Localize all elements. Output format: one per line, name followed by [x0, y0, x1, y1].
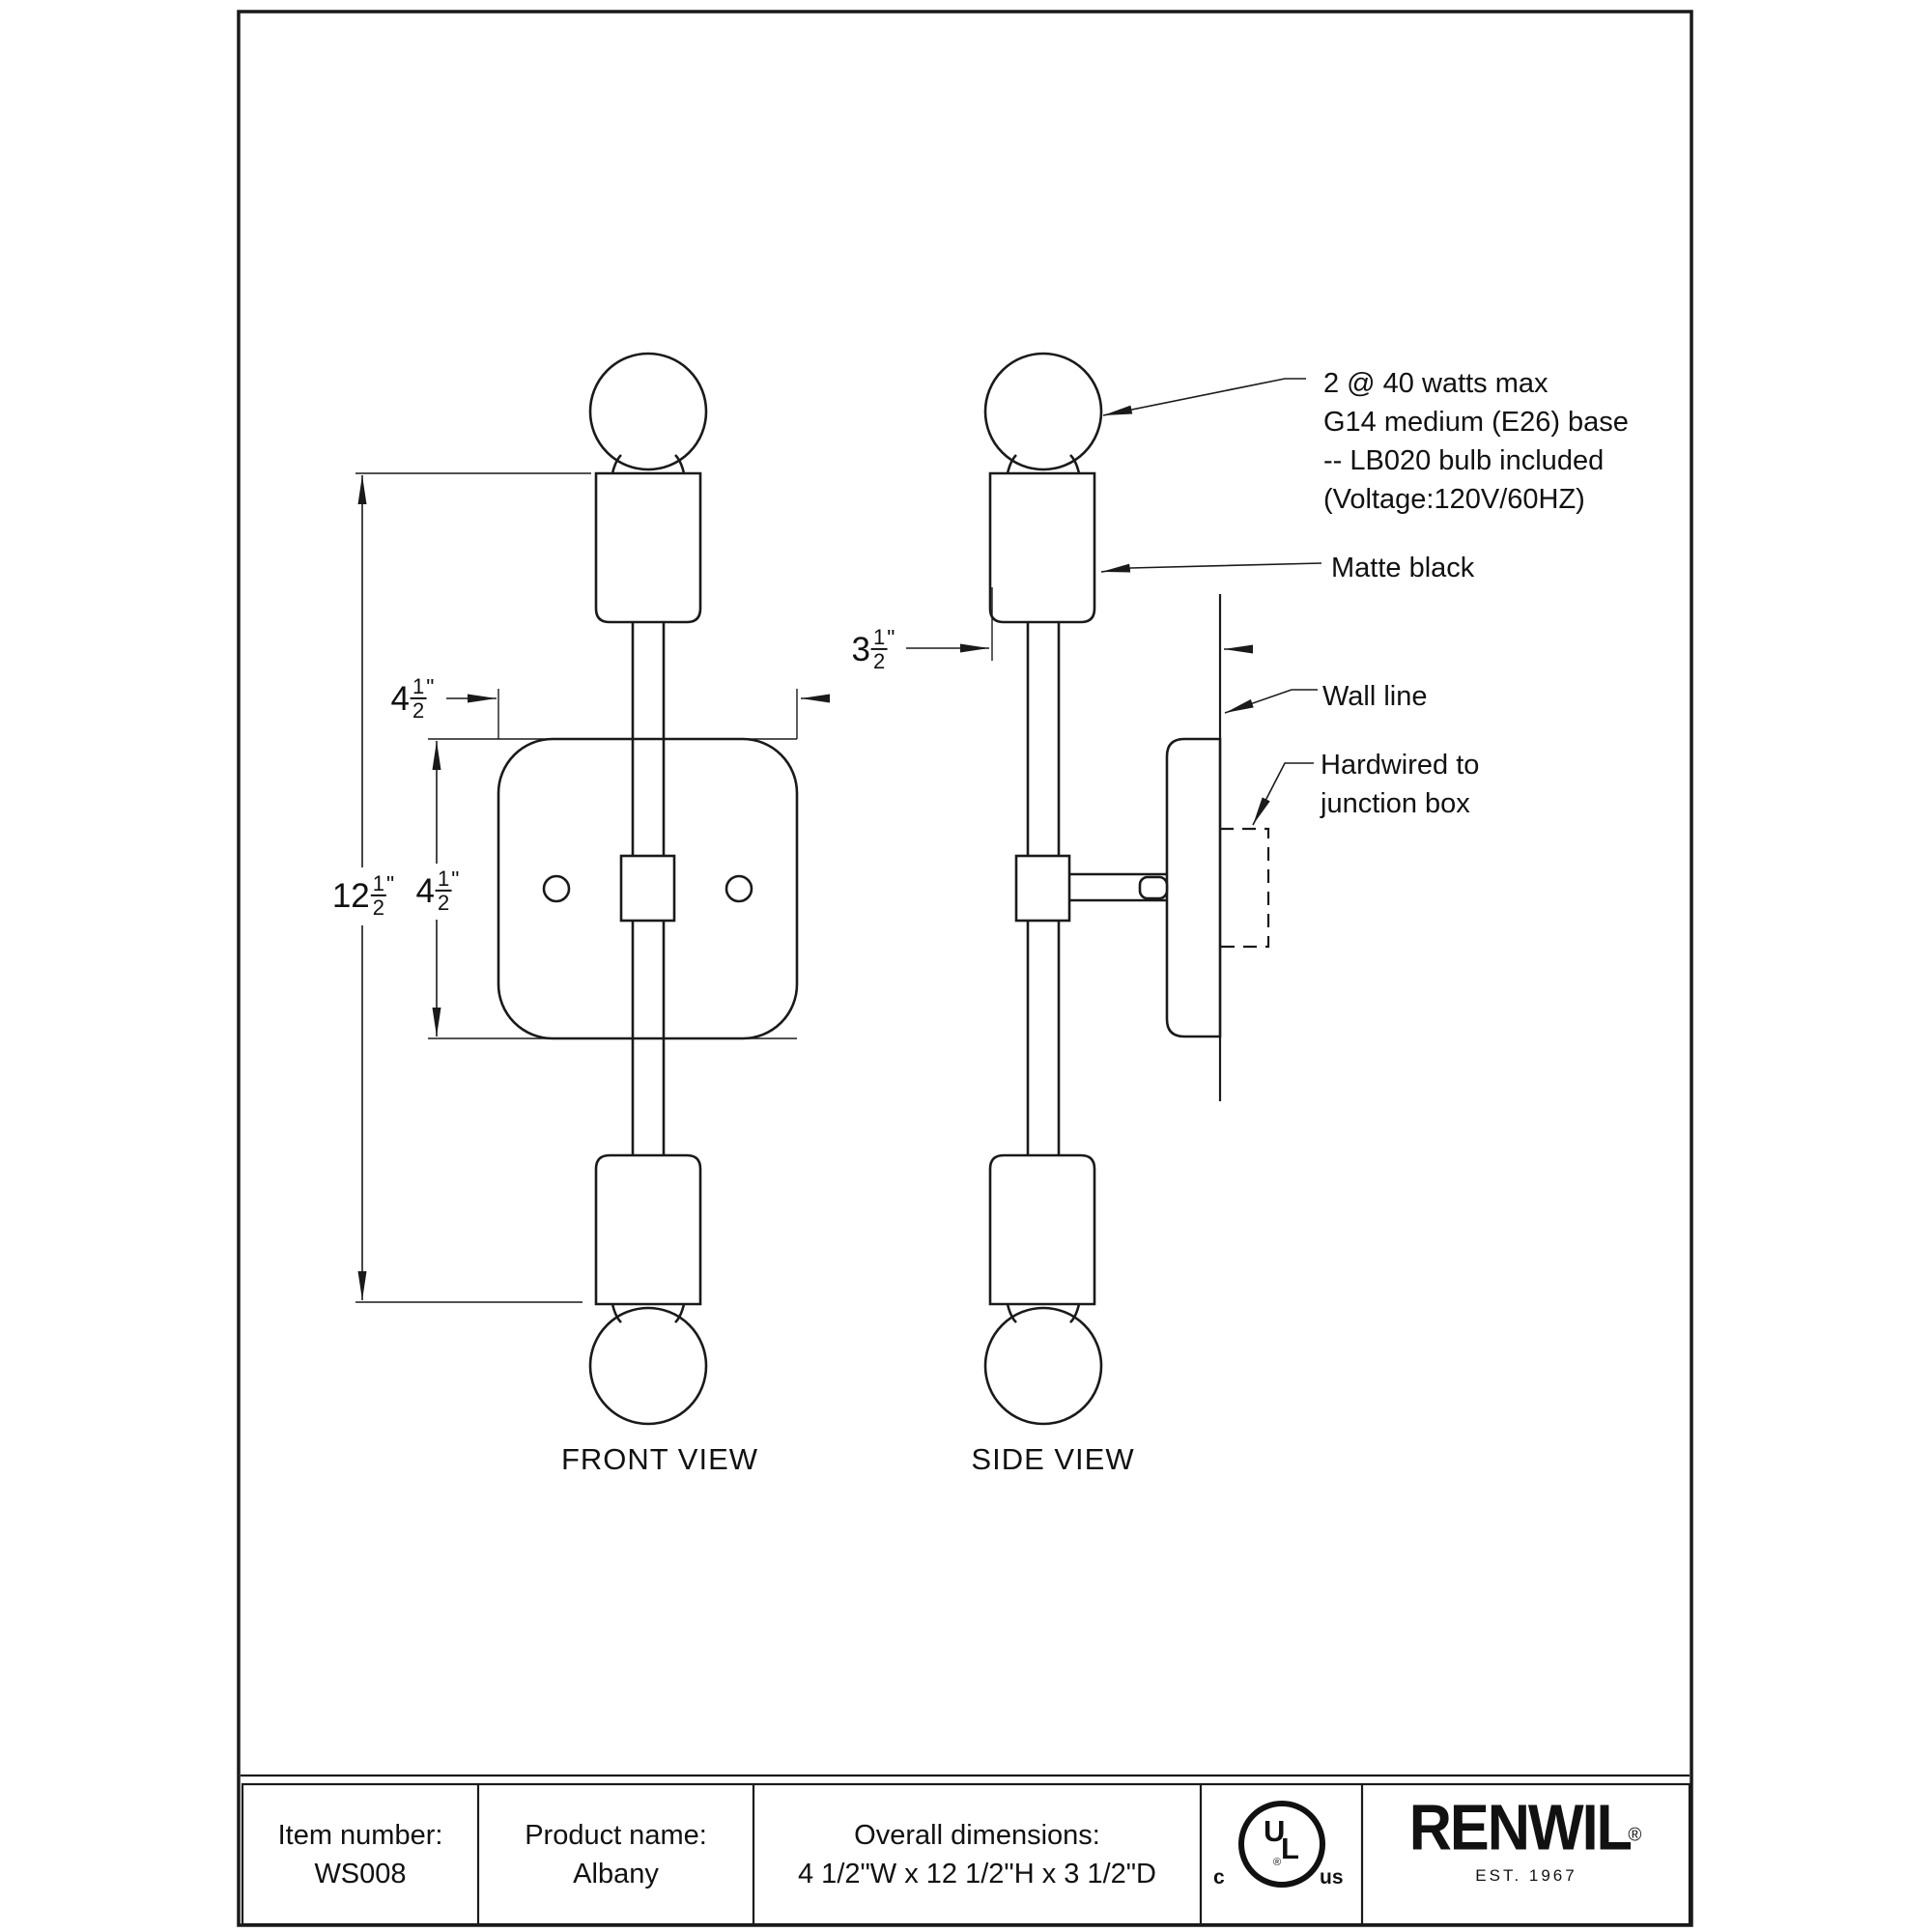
dim-height-label: [329, 872, 397, 919]
ul-mark-c: c: [1213, 1866, 1225, 1889]
front-view-label: FRONT VIEW: [560, 1442, 759, 1476]
sheet-border: [239, 12, 1691, 1925]
ul-certification-mark: [1175, 1789, 1387, 1915]
dim-backplate-denominator: 2: [438, 891, 450, 915]
overall-dimensions-label: Overall dimensions:: [854, 1819, 1100, 1851]
bulb-annotation-line1: 2 @ 40 watts max: [1323, 368, 1548, 399]
brand-registered-icon: ®: [1628, 1825, 1642, 1846]
dim-width-unit: ": [426, 673, 435, 699]
dim-backplate-label: [413, 867, 463, 914]
dim-depth-label: [849, 626, 898, 672]
overall-dimensions-value: 4 1/2"W x 12 1/2"H x 3 1/2"D: [798, 1858, 1156, 1889]
dim-depth-unit: ": [887, 624, 895, 650]
bulb-annotation-line2: G14 medium (E26) base: [1323, 407, 1629, 438]
title-block-product-cell: [478, 1784, 753, 1924]
dim-width-whole: 4: [390, 679, 411, 718]
dim-width-numerator: 1: [412, 673, 425, 698]
bulb-annotation: [1323, 364, 1629, 519]
front-view-drawing: [498, 354, 797, 1424]
dimension-lines: [362, 475, 1248, 1300]
dim-height-denominator: 2: [372, 895, 385, 920]
junction-annotation: [1321, 746, 1479, 823]
brand-name: RENWIL: [1408, 1790, 1631, 1863]
item-number-value: WS008: [314, 1858, 407, 1889]
title-block-dimensions-cell: [753, 1784, 1201, 1924]
dim-width-denominator: 2: [412, 698, 425, 723]
dim-height-whole: 12: [331, 876, 370, 915]
dim-backplate-unit: ": [451, 866, 460, 892]
bulb-annotation-line4: (Voltage:120V/60HZ): [1323, 484, 1585, 515]
side-view-label: SIDE VIEW: [971, 1442, 1135, 1476]
ul-mark-u: U: [1264, 1814, 1286, 1848]
product-name-label: Product name:: [525, 1819, 707, 1851]
dim-backplate-numerator: 1: [438, 866, 450, 891]
side-view-drawing: [985, 354, 1268, 1424]
junction-annotation-line2: junction box: [1321, 788, 1470, 819]
dim-depth-denominator: 2: [873, 649, 886, 673]
bulb-annotation-line3: -- LB020 bulb included: [1323, 445, 1605, 476]
ul-circle-icon: [1238, 1801, 1325, 1888]
brand-established: EST. 1967: [1475, 1866, 1577, 1885]
dim-depth-whole: 3: [851, 630, 871, 668]
finish-annotation: Matte black: [1331, 553, 1475, 583]
title-block-item-cell: [242, 1784, 478, 1924]
dim-height-numerator: 1: [372, 870, 385, 895]
dim-backplate-whole: 4: [415, 871, 436, 910]
wall-line-annotation: Wall line: [1322, 681, 1428, 712]
item-number-label: Item number:: [277, 1819, 443, 1851]
ul-mark-reg: ®: [1273, 1857, 1282, 1868]
dim-height-unit: ": [386, 870, 395, 896]
dim-depth-numerator: 1: [873, 624, 886, 649]
junction-annotation-line1: Hardwired to: [1321, 750, 1480, 781]
dim-width-label: [388, 675, 438, 722]
product-name-value: Albany: [573, 1858, 659, 1889]
ul-mark-l: L: [1281, 1832, 1299, 1865]
ul-mark-us: us: [1320, 1866, 1344, 1889]
brand-logo: [1362, 1790, 1690, 1886]
